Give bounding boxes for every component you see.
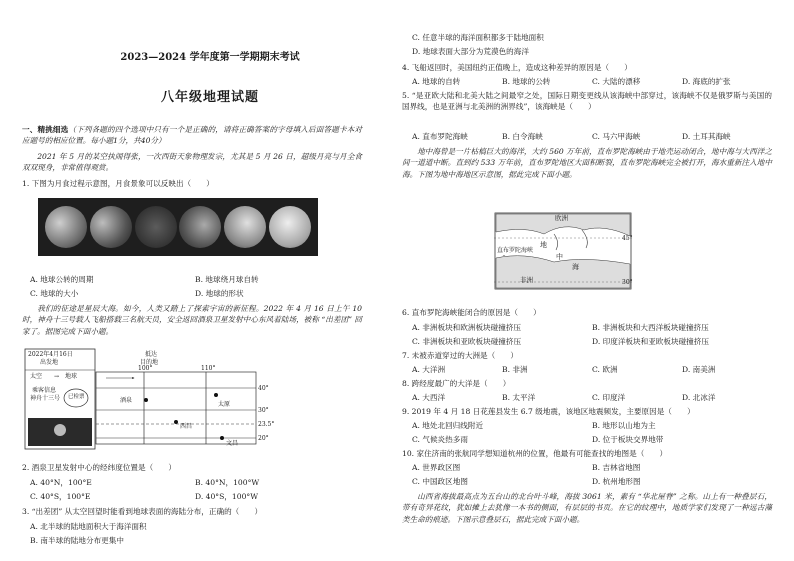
subject-title: 八年级地理试题 [160,90,259,105]
q4-option-b[interactable]: B. 地球的公转 [502,77,551,86]
question-8-stem: 8. 跨经度最广的大洋是（ ） [402,379,511,388]
question-5-stem: 5. “是亚欧大陆和北美大陆之间最窄之处，国际日期变更线从该海峡中部穿过，该海峡不仅是俄罗斯与美国的国界线，也是亚洲与北美洲的洲界线”，该海峡是（ ） [402,91,772,112]
diagram-wenchang: 文昌 [226,440,239,447]
diagram-lon-110: 110° [201,365,216,372]
q9-option-b[interactable]: B. 地形以山地为主 [592,421,656,430]
moon-phase-2 [90,206,132,248]
q2-option-b[interactable]: B. 40°N，100°W [195,478,260,487]
question-8-options [412,392,772,403]
q1-option-a[interactable]: A. 地球公转的周期 [30,275,94,284]
diagram-status: 已检票 [68,394,85,400]
q10-option-b[interactable]: B. 吉林省地图 [592,463,641,472]
q3-option-b[interactable]: B. 南半球的陆地分布更集中 [30,536,124,545]
diagram-space: 太空 [30,373,43,380]
question-10-options-row2 [412,476,772,487]
passage-moon: 2021 年 5 月的某空执闹得张，一次西街天象物理发宗，尤其是 5 月 26 日，超级月亮与月全食双双现身，非常值得观赏。 [22,152,362,173]
section-instructions [22,124,362,147]
question-6-options-row1 [412,322,772,333]
latlon-grid [96,372,256,444]
q4-option-d[interactable]: D. 海底的扩张 [682,77,731,86]
question-1-options-row2 [30,288,360,299]
diagram-lat-20: 20° [258,435,269,442]
question-1-stem: 1. 下图为月食过程示意图，月食景象可以反映出（ ） [22,179,214,188]
map-lat-45: 45° [622,235,633,242]
q6-option-d[interactable]: D. 印度洋板块和亚欧板块碰撞挤压 [592,337,709,346]
question-4-options [412,76,772,87]
q6-option-a[interactable]: A. 非洲板块和欧洲板块碰撞挤压 [412,323,522,332]
q4-option-a[interactable]: A. 地球的自转 [412,77,461,86]
q3-option-c[interactable]: C. 任意半球的海洋面积都多于陆地面积 [412,33,544,42]
question-10-options-row1 [412,462,772,473]
moon-phase-3 [135,206,177,248]
q2-option-d[interactable]: D. 40°S，100°W [195,492,258,501]
q9-option-c[interactable]: C. 气候炎热多雨 [412,435,468,444]
q3-option-d[interactable]: D. 地球表面大部分为荒漠色的海洋 [412,47,529,56]
q1-option-c[interactable]: C. 地球的大小 [30,289,79,298]
diagram-lon-100: 100° [138,365,153,372]
question-7-options [412,364,772,375]
q6-option-b[interactable]: B. 非洲板块和大西洋板块碰撞挤压 [592,323,709,332]
diagram-jiuquan: 酒泉 [120,397,133,404]
diagram-return: 抵达 [145,351,158,358]
diagram-taiyuan: 太原 [218,401,231,408]
diagram-ship-label: 乘客信息 [32,387,57,394]
diagram-depart: 出发地 [40,359,59,366]
moon-phase-6 [269,206,311,248]
diagram-dest: 目的地 [140,359,159,366]
diagram-ship-name: 神舟十三号 [30,395,61,402]
map-gibraltar-label: 直布罗陀海峡 [497,247,534,254]
map-africa-label: 非洲 [520,276,533,284]
q7-option-c[interactable]: C. 欧洲 [592,365,618,374]
question-6-stem: 6. 直布罗陀海峡能闭合的原因是（ ） [402,308,541,317]
diagram-xichang: 西昌 [180,423,193,430]
moon-phase-4 [179,206,221,248]
question-2-options-row2 [30,491,360,502]
section-heading: 一、精挑细选 [22,125,69,134]
diagram-lat-30: 30° [258,407,269,414]
q7-option-a[interactable]: A. 大洋洲 [412,365,446,374]
question-3-stem: 3. “出差团” 从太空回望时能看到地球表面的海陆分布，正确的（ ） [22,507,263,516]
q1-option-b[interactable]: B. 地球绕月球自转 [195,275,259,284]
diagram-earth: → 地球 [54,373,78,380]
passage-shenzhou: 我们的征途是星辰大海。如今，人类又踏上了探索宇宙的新征程。2022 年 4 月 16 日上午 10 时，神舟十三号载人飞船搭载三名航天员，安全返回酒泉卫星发射中心东风着陆场，被称 “出差团” 回家了。据图完成下面小题。 [22,304,362,336]
passage-wutai: 山西省海拔最高点为五台山的北台叶斗峰，海拔 3061 米，素有 “华北屋脊” 之称。山上有一种叠层石，带有奇异花纹，犹如摊上去犹像一本书的侧面，有层层的书页。在它的纹理中，地质学家们发现了一种远古藻类生命的痕迹。下图示意叠层石，据此完成下面小题。 [402,492,772,524]
q5-option-a[interactable]: A. 直布罗陀海峡 [412,132,468,141]
q2-option-a[interactable]: A. 40°N，100°E [30,478,92,487]
diagram-date: 2022年4月16日 [28,351,73,358]
q3-option-a[interactable]: A. 北半球的陆地面积大于海洋面积 [30,522,147,531]
q1-option-d[interactable]: D. 地球的形状 [195,289,244,298]
moon-phase-1 [45,206,87,248]
q10-option-c[interactable]: C. 中国政区地图 [412,477,468,486]
map-lat-30: 30° [622,279,633,286]
q6-option-c[interactable]: C. 非洲板块和亚欧板块碰撞挤压 [412,337,522,346]
question-6-options-row2 [412,336,772,347]
diagram-lat-40: 40° [258,385,269,392]
q8-option-a[interactable]: A. 大西洋 [412,393,446,402]
moon-phase-5 [224,206,266,248]
q4-option-c[interactable]: C. 大陆的漂移 [592,77,641,86]
question-2-options-row1 [30,477,360,488]
q2-option-c[interactable]: C. 40°S，100°E [30,492,91,501]
q5-option-d[interactable]: D. 土耳其海峡 [682,132,731,141]
q5-option-c[interactable]: C. 马六甲海峡 [592,132,641,141]
question-9-options-row2 [412,434,772,445]
q7-option-d[interactable]: D. 南美洲 [682,365,716,374]
question-10-stem: 10. 家住济南的张航同学想知道杭州的位置，他最有可能查找的地图是（ ） [402,449,668,458]
q10-option-a[interactable]: A. 世界政区图 [412,463,461,472]
question-9-options-row1 [412,420,772,431]
q10-option-d[interactable]: D. 杭州地形图 [592,477,641,486]
passage-mediterranean: 地中海曾是一片枯槁巨大的海洋，大约 560 万年前，直布罗陀海峡由于地壳运动闭合，地中海与大西洋之间一道道中断。直到约 533 万年前，直布罗陀地区大面积断裂，直布罗陀海峡完全被打开，海水重新注入地中海。下图为地中海地区示意图，据此完成下面小题。 [402,147,772,179]
question-2-stem: 2. 酒泉卫星发射中心的经纬度位置是（ ） [22,463,176,472]
q9-option-d[interactable]: D. 位于板块交界地带 [592,435,664,444]
q8-option-d[interactable]: D. 北冰洋 [682,393,716,402]
diagram-lat-23: 23.5° [258,421,275,428]
question-7-stem: 7. 未被赤道穿过的大洲是（ ） [402,351,518,360]
map-sea-3: 海 [572,263,579,271]
question-4-stem: 4. 飞船返回时，美国纽约正值晚上，造成这种差异的原因是（ ） [402,63,632,72]
map-europe-label: 欧洲 [555,214,568,222]
q9-option-a[interactable]: A. 地处北回归线附近 [412,421,484,430]
section-instruction-text: （下列各题的四个选项中只有一个是正确的，请将正确答案的字母填入后面答题卡本对应题号的相应位置。每小题1分，共40分） [22,125,363,146]
q5-option-b[interactable]: B. 白令海峡 [502,132,543,141]
question-9-stem: 9. 2019 年 4 月 18 日花莲县发生 6.7 级地震，该地区地震频发，主要原因是（ ） [402,407,695,416]
question-5-options [412,131,772,142]
lunar-eclipse-image [38,198,318,256]
exam-title: 2023—2024 学年度第一学期期末考试 [120,52,300,63]
question-1-options-row1 [30,274,360,285]
q8-option-b[interactable]: B. 太平洋 [502,393,536,402]
q7-option-b[interactable]: B. 非洲 [502,365,528,374]
map-sea-1: 地 [540,241,547,249]
q8-option-c[interactable]: C. 印度洋 [592,393,626,402]
map-sea-2: 中 [556,253,563,261]
